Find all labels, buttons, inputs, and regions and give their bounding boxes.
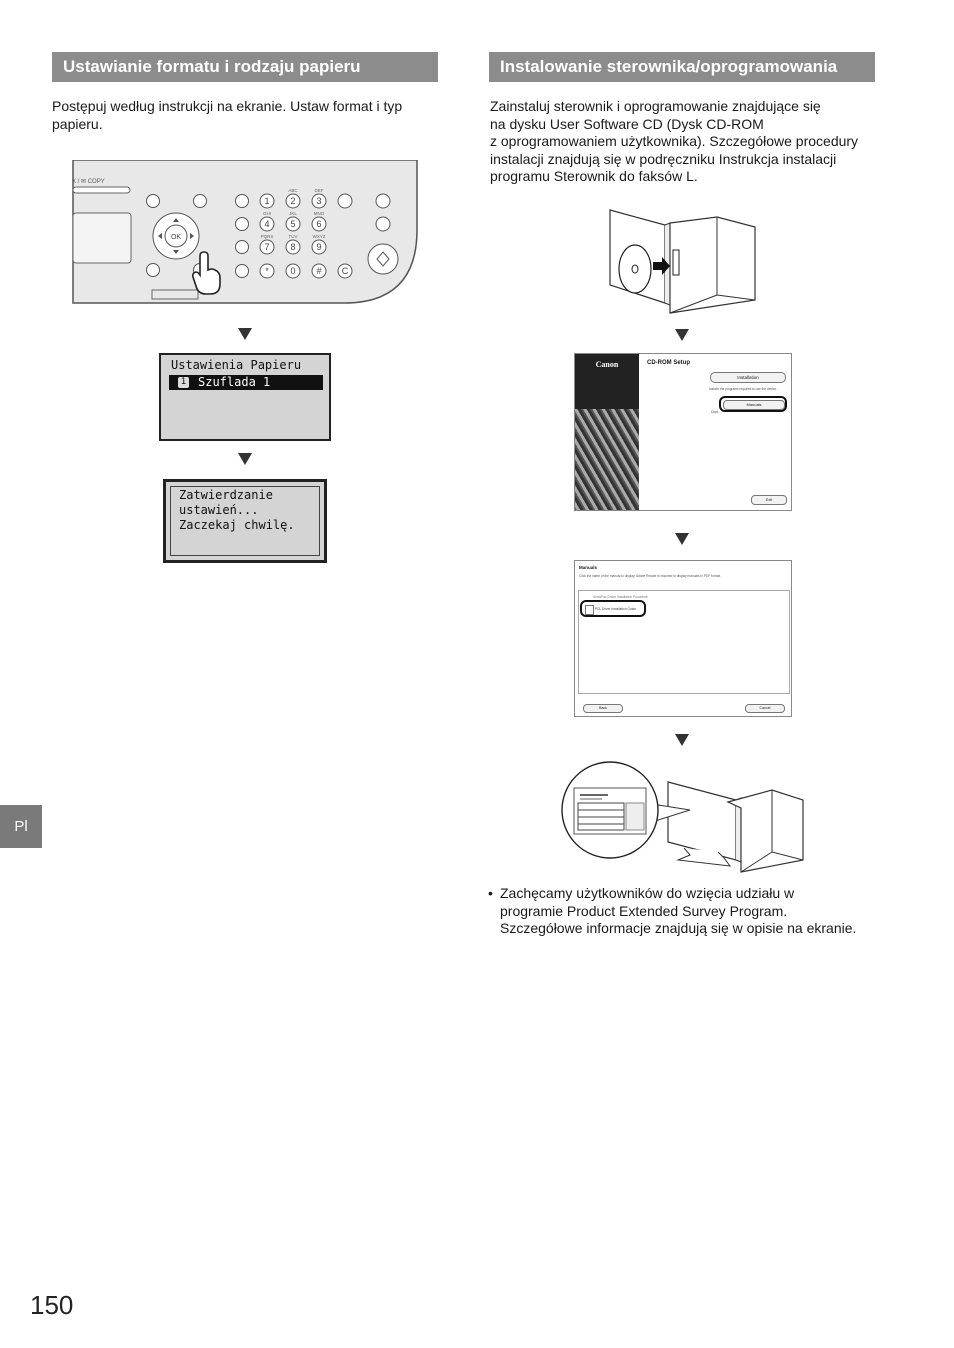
letters-mno: MNO bbox=[313, 211, 325, 216]
manuals-button[interactable]: Manuals bbox=[723, 400, 785, 410]
key-6: 6 bbox=[316, 219, 322, 229]
left-instruction-text: Postępuj według instrukcji na ekranie. Ustaw format i typ papieru. bbox=[52, 98, 403, 132]
key-2: 2 bbox=[290, 196, 296, 206]
key-5: 5 bbox=[290, 219, 296, 229]
left-section-heading: Ustawianie formatu i rodzaju papieru bbox=[52, 52, 438, 82]
back-button[interactable]: Back bbox=[583, 704, 623, 713]
setup-title: CD-ROM Setup bbox=[647, 360, 690, 366]
language-tab: Pl bbox=[0, 805, 42, 848]
right-instruction-text: Zainstaluj sterownik i oprogramowanie znajdujące się na dysku User Software CD (Dysk CD-ROM z oprogramowaniem użytkownika). Szczegółowe procedury instalacji znajdują się w podręczniku Instrukcja instalacji programu Sterownik do faksów L. bbox=[490, 98, 859, 184]
manuals-title: Manuals bbox=[579, 565, 598, 570]
key-7: 7 bbox=[264, 242, 270, 252]
manuals-description: Click the name of the manual to display. Adobe Reader is required to display manuals in PDF format. bbox=[579, 574, 722, 578]
key-3: 3 bbox=[316, 196, 322, 206]
step-arrow bbox=[675, 329, 689, 341]
page-number: 150 bbox=[30, 1290, 74, 1320]
lcd-confirm-line2: ustawień... bbox=[179, 503, 259, 517]
exit-button[interactable]: Exit bbox=[751, 495, 787, 505]
installation-description: Installs the programs required to use the device. bbox=[709, 387, 778, 391]
letters-def: DEF bbox=[314, 188, 324, 193]
step-arrow bbox=[675, 734, 689, 746]
mode-label: X / ✉ COPY bbox=[72, 179, 105, 185]
lcd-screen-confirming bbox=[163, 479, 327, 563]
key-9: 9 bbox=[316, 242, 322, 252]
manuals-window bbox=[574, 560, 792, 717]
setup-side-banner bbox=[575, 354, 639, 511]
key-8: 8 bbox=[290, 242, 296, 252]
installation-button[interactable]: Installation bbox=[710, 372, 786, 383]
key-4: 4 bbox=[264, 219, 270, 229]
lcd-item-tray: Szuflada 1 bbox=[198, 375, 271, 389]
control-panel-illustration bbox=[72, 160, 422, 308]
letters-jkl: JKL bbox=[289, 211, 297, 216]
lcd-screen-paper-settings bbox=[159, 353, 331, 441]
step-arrow bbox=[238, 328, 252, 340]
letters-pqrs: PQRS bbox=[260, 234, 274, 239]
cd-disc-icon bbox=[619, 245, 651, 293]
clear-key: C bbox=[341, 266, 349, 276]
display-label: Displ... bbox=[711, 410, 721, 414]
right-section-heading: Instalowanie sterownika/oprogramowania bbox=[489, 52, 875, 82]
svg-text:#: # bbox=[316, 266, 322, 276]
computer-zoom-illustration bbox=[560, 760, 808, 878]
key-0: 0 bbox=[290, 266, 296, 276]
ok-label: OK bbox=[170, 234, 182, 241]
step-arrow bbox=[675, 533, 689, 545]
cdrom-setup-window bbox=[574, 353, 792, 511]
lcd-confirm-line3: Zaczekaj chwilę. bbox=[179, 518, 295, 532]
letters-wxyz: WXYZ bbox=[312, 234, 326, 239]
manual-item-pcl-guide[interactable]: PCL Driver Installation Guide bbox=[595, 607, 636, 611]
letters-ghi: GHI bbox=[262, 211, 272, 216]
lcd-title: Ustawienia Papieru bbox=[171, 358, 302, 372]
key-1: 1 bbox=[264, 196, 270, 206]
letters-abc: ABC bbox=[288, 188, 298, 193]
canon-logo: Canon bbox=[595, 360, 619, 369]
step-arrow bbox=[238, 453, 252, 465]
letters-tuv: TUV bbox=[288, 234, 298, 239]
cancel-button[interactable]: Cancel bbox=[745, 704, 785, 713]
lcd-confirm-line1: Zatwierdzanie bbox=[179, 488, 273, 502]
manual-item-fax-driver[interactable]: Send/Fax Driver Installation Procedure bbox=[593, 595, 648, 599]
svg-text:*: * bbox=[265, 266, 269, 276]
manuals-list-box bbox=[578, 590, 790, 694]
cd-insert-illustration bbox=[605, 205, 763, 317]
document-icon bbox=[585, 605, 594, 615]
lcd-item-number: 1 bbox=[178, 377, 189, 388]
